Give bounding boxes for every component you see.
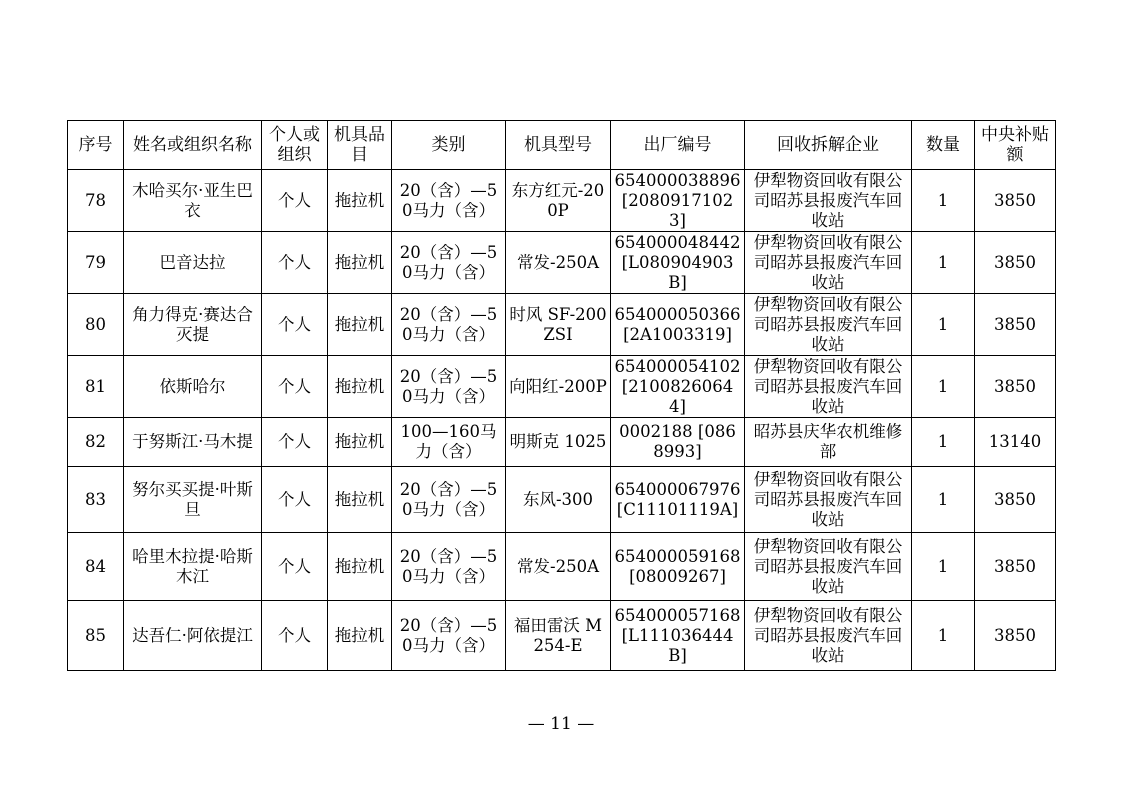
- cell-serial: 654000067976 [C11101119A]: [611, 467, 745, 533]
- header-type: 个人或组织: [262, 121, 328, 170]
- cell-category: 20（含）—50马力（含）: [392, 170, 506, 232]
- cell-serial: 654000048442 [L080904903B]: [611, 232, 745, 294]
- table-row: [68, 418, 1056, 467]
- cell-item: 拖拉机: [328, 356, 392, 418]
- cell-item: 拖拉机: [328, 467, 392, 533]
- cell-name: 于努斯江·马木提: [124, 418, 262, 467]
- cell-item: 拖拉机: [328, 170, 392, 232]
- cell-seq: 80: [68, 294, 124, 356]
- cell-enterprise: 伊犁物资回收有限公司昭苏县报废汽车回收站: [745, 601, 912, 671]
- cell-serial: 654000038896 [20809171023]: [611, 170, 745, 232]
- cell-enterprise: 伊犁物资回收有限公司昭苏县报废汽车回收站: [745, 232, 912, 294]
- cell-category: 20（含）—50马力（含）: [392, 356, 506, 418]
- header-qty: 数量: [912, 121, 975, 170]
- cell-qty: 1: [912, 356, 975, 418]
- cell-enterprise: 伊犁物资回收有限公司昭苏县报废汽车回收站: [745, 294, 912, 356]
- cell-type: 个人: [262, 467, 328, 533]
- cell-category: 20（含）—50马力（含）: [392, 232, 506, 294]
- cell-item: 拖拉机: [328, 418, 392, 467]
- cell-category: 100—160马力（含）: [392, 418, 506, 467]
- cell-item: 拖拉机: [328, 533, 392, 601]
- cell-type: 个人: [262, 232, 328, 294]
- cell-item: 拖拉机: [328, 232, 392, 294]
- cell-serial: 654000057168 [L111036444B]: [611, 601, 745, 671]
- cell-subsidy: 3850: [975, 294, 1056, 356]
- header-model: 机具型号: [506, 121, 611, 170]
- cell-enterprise: 伊犁物资回收有限公司昭苏县报废汽车回收站: [745, 356, 912, 418]
- cell-enterprise: 伊犁物资回收有限公司昭苏县报废汽车回收站: [745, 533, 912, 601]
- cell-name: 木哈买尔·亚生巴衣: [124, 170, 262, 232]
- cell-name: 努尔买买提·叶斯旦: [124, 467, 262, 533]
- table-row: [68, 232, 1056, 294]
- table-row: [68, 170, 1056, 232]
- cell-model: 常发-250A: [506, 533, 611, 601]
- header-subsidy: 中央补贴额: [975, 121, 1056, 170]
- header-seq: 序号: [68, 121, 124, 170]
- header-name: 姓名或组织名称: [124, 121, 262, 170]
- cell-model: 东风-300: [506, 467, 611, 533]
- cell-type: 个人: [262, 533, 328, 601]
- cell-seq: 81: [68, 356, 124, 418]
- cell-qty: 1: [912, 533, 975, 601]
- cell-enterprise: 伊犁物资回收有限公司昭苏县报废汽车回收站: [745, 467, 912, 533]
- table-row: [68, 467, 1056, 533]
- cell-category: 20（含）—50马力（含）: [392, 533, 506, 601]
- table-row: [68, 533, 1056, 601]
- header-item: 机具品目: [328, 121, 392, 170]
- cell-model: 时风 SF-200ZSI: [506, 294, 611, 356]
- cell-seq: 82: [68, 418, 124, 467]
- cell-serial: 654000059168 [08009267]: [611, 533, 745, 601]
- cell-qty: 1: [912, 601, 975, 671]
- cell-seq: 78: [68, 170, 124, 232]
- cell-qty: 1: [912, 294, 975, 356]
- cell-category: 20（含）—50马力（含）: [392, 294, 506, 356]
- cell-type: 个人: [262, 294, 328, 356]
- cell-enterprise: 伊犁物资回收有限公司昭苏县报废汽车回收站: [745, 170, 912, 232]
- cell-subsidy: 3850: [975, 533, 1056, 601]
- cell-subsidy: 3850: [975, 170, 1056, 232]
- cell-model: 向阳红-200P: [506, 356, 611, 418]
- cell-serial: 0002188 [0868993]: [611, 418, 745, 467]
- cell-category: 20（含）—50马力（含）: [392, 467, 506, 533]
- cell-qty: 1: [912, 232, 975, 294]
- cell-seq: 85: [68, 601, 124, 671]
- cell-seq: 84: [68, 533, 124, 601]
- cell-type: 个人: [262, 418, 328, 467]
- cell-name: 哈里木拉提·哈斯木江: [124, 533, 262, 601]
- cell-qty: 1: [912, 418, 975, 467]
- table-row: [68, 356, 1056, 418]
- cell-subsidy: 3850: [975, 356, 1056, 418]
- table-header-row: [68, 121, 1056, 170]
- cell-seq: 79: [68, 232, 124, 294]
- cell-type: 个人: [262, 601, 328, 671]
- cell-model: 常发-250A: [506, 232, 611, 294]
- cell-subsidy: 3850: [975, 232, 1056, 294]
- cell-name: 达吾仁·阿依提江: [124, 601, 262, 671]
- cell-model: 东方红元-200P: [506, 170, 611, 232]
- cell-model: 明斯克 1025: [506, 418, 611, 467]
- page-number: — 11 —: [527, 714, 595, 734]
- cell-type: 个人: [262, 170, 328, 232]
- cell-serial: 654000054102 [21008260644]: [611, 356, 745, 418]
- table-row: [68, 601, 1056, 671]
- cell-model: 福田雷沃 M254-E: [506, 601, 611, 671]
- cell-subsidy: 13140: [975, 418, 1056, 467]
- cell-type: 个人: [262, 356, 328, 418]
- header-enterprise: 回收拆解企业: [745, 121, 912, 170]
- cell-category: 20（含）—50马力（含）: [392, 601, 506, 671]
- cell-subsidy: 3850: [975, 467, 1056, 533]
- cell-item: 拖拉机: [328, 601, 392, 671]
- subsidy-table: [67, 120, 1056, 671]
- cell-subsidy: 3850: [975, 601, 1056, 671]
- table-row: [68, 294, 1056, 356]
- header-category: 类别: [392, 121, 506, 170]
- header-serial: 出厂编号: [611, 121, 745, 170]
- cell-seq: 83: [68, 467, 124, 533]
- cell-enterprise: 昭苏县庆华农机维修部: [745, 418, 912, 467]
- cell-item: 拖拉机: [328, 294, 392, 356]
- cell-qty: 1: [912, 170, 975, 232]
- cell-name: 角力得克·赛达合灭提: [124, 294, 262, 356]
- cell-name: 巴音达拉: [124, 232, 262, 294]
- cell-name: 依斯哈尔: [124, 356, 262, 418]
- cell-qty: 1: [912, 467, 975, 533]
- cell-serial: 654000050366 [2A1003319]: [611, 294, 745, 356]
